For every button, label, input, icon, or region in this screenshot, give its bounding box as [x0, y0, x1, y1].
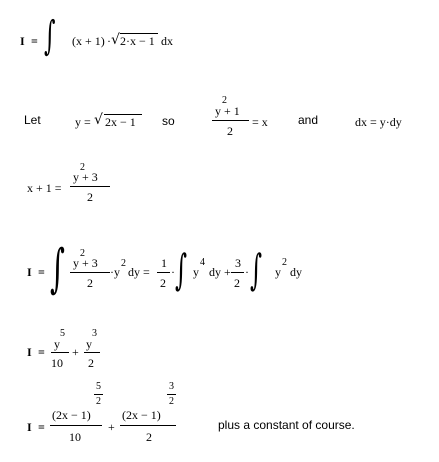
fraction-bar [70, 272, 110, 273]
coefficient-numerator: 1 [161, 256, 167, 270]
integrand-factor: (x + 1) [72, 34, 105, 48]
plus-sign: + [108, 420, 115, 434]
fraction-numerator: y [86, 337, 92, 351]
integral-lhs: I [27, 420, 32, 434]
equals-sign: = [38, 265, 45, 279]
fraction-numerator: (2x − 1) [52, 408, 91, 422]
exponent: 2 [80, 162, 85, 173]
exponent: 2 [222, 95, 227, 106]
coefficient-numerator: 3 [235, 256, 241, 270]
fraction-bar [157, 272, 170, 273]
exponent-numerator: 5 [96, 381, 101, 392]
fraction-bar [84, 352, 100, 353]
dot-operator: · [171, 265, 175, 279]
fraction-numerator: y + 3 [73, 170, 98, 184]
equals-sign: = [38, 420, 45, 434]
exponent-fraction-bar [167, 394, 176, 395]
sqrt-icon: √ [111, 32, 120, 48]
fraction-denominator: 2 [227, 124, 233, 138]
integral-sign-icon: ∫ [44, 13, 56, 59]
equals-sign: = [31, 34, 38, 48]
fraction-bar [51, 352, 69, 353]
fraction-denominator: 2 [87, 276, 93, 290]
fraction-bar [50, 425, 102, 426]
fraction-bar [212, 120, 249, 121]
term-y: y [193, 265, 199, 279]
integral-lhs: I [27, 345, 32, 359]
exponent: 3 [92, 328, 97, 339]
coefficient-denominator: 2 [160, 276, 166, 290]
fraction-bar [231, 272, 244, 273]
fraction-bar [70, 186, 110, 187]
so-label: so [162, 114, 175, 128]
dx-equation: dx = y·dy [355, 115, 402, 129]
fraction-denominator: 2 [146, 430, 152, 444]
plus-sign: + [72, 345, 79, 359]
equals-sign: = [38, 345, 45, 359]
integral-lhs: I [20, 34, 25, 48]
dy-label: dy [290, 265, 302, 279]
x-plus-one-equals: x + 1 = [27, 181, 62, 195]
term-y: y [275, 265, 281, 279]
exponent-denominator: 2 [169, 396, 174, 407]
sqrt-radicand: 2x − 1 [105, 115, 136, 129]
integral-sign-icon: ∫ [175, 245, 188, 294]
exponent: 2 [121, 258, 126, 269]
fraction-numerator: y + 1 [215, 104, 240, 118]
let-label: Let [24, 113, 41, 127]
exponent-numerator: 3 [169, 381, 174, 392]
multiplier-y: ·y [110, 265, 120, 279]
sqrt-radicand: 2·x − 1 [120, 34, 155, 48]
constant-note: plus a constant of course. [218, 418, 355, 432]
fraction-denominator: 10 [69, 430, 81, 444]
fraction-denominator: 2 [87, 190, 93, 204]
exponent-fraction-bar [94, 394, 103, 395]
fraction-numerator: (2x − 1) [122, 408, 161, 422]
integral-sign-icon: ∫ [250, 245, 263, 294]
y-equals: y = [75, 115, 91, 129]
sqrt-icon: √ [94, 112, 103, 128]
exponent: 4 [200, 257, 205, 268]
integral-lhs: I [27, 265, 32, 279]
fraction-bar [120, 425, 176, 426]
dot-operator: · [245, 265, 249, 279]
fraction-numerator: y + 3 [73, 256, 98, 270]
dx-label: dx [161, 34, 173, 48]
dy-plus: dy + [209, 265, 231, 279]
exponent: 5 [60, 328, 65, 339]
exponent-denominator: 2 [96, 396, 101, 407]
fraction-numerator: y [54, 337, 60, 351]
integral-sign-icon: ∫ [50, 239, 65, 299]
dot-operator: · [107, 34, 111, 48]
coefficient-denominator: 2 [234, 276, 240, 290]
and-label: and [298, 113, 319, 127]
fraction-denominator: 2 [88, 356, 94, 370]
fraction-denominator: 10 [51, 356, 63, 370]
exponent: 2 [80, 248, 85, 259]
exponent: 2 [282, 257, 287, 268]
dy-equals: dy = [128, 265, 150, 279]
equals-x: = x [252, 115, 268, 129]
